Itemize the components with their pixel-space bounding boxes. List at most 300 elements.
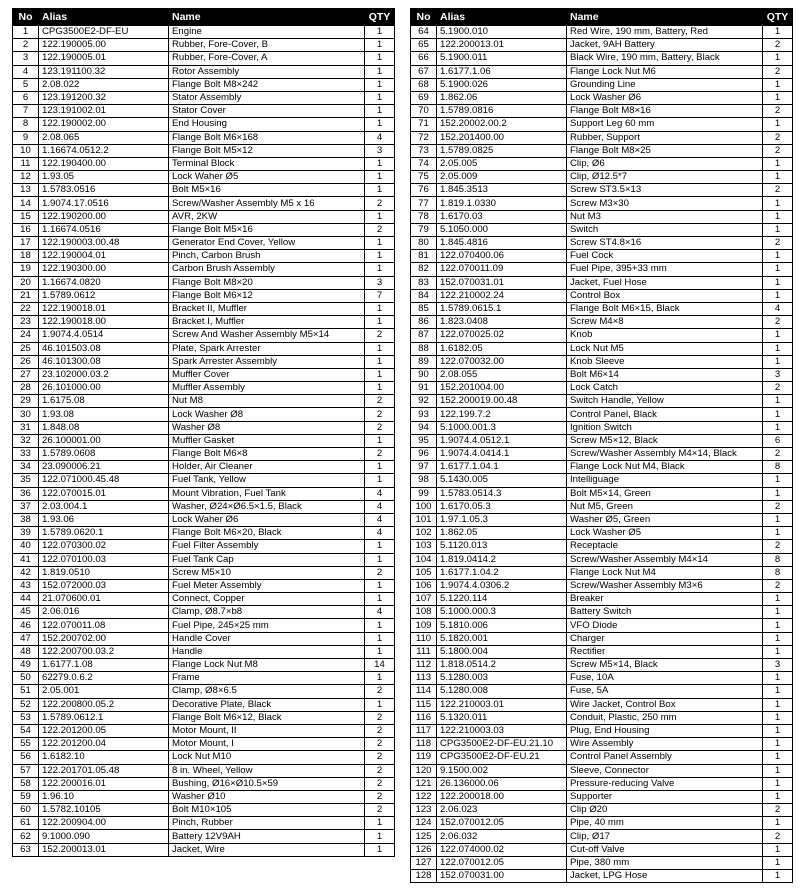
cell-qty: 3 bbox=[763, 368, 793, 381]
cell-name: Flange Lock Nut M4, Black bbox=[567, 461, 763, 474]
cell-qty: 1 bbox=[365, 118, 395, 131]
cell-no: 87 bbox=[411, 329, 437, 342]
cell-name: Bolt M5×14, Green bbox=[567, 487, 763, 500]
cell-no: 112 bbox=[411, 659, 437, 672]
cell-name: Nut M5, Green bbox=[567, 500, 763, 513]
cell-qty: 1 bbox=[763, 593, 793, 606]
cell-no: 62 bbox=[13, 830, 39, 843]
cell-name: Conduit, Plastic, 250 mm bbox=[567, 711, 763, 724]
cell-name: Plate, Spark Arrester bbox=[169, 342, 365, 355]
cell-name: Clip Ø20 bbox=[567, 804, 763, 817]
cell-alias: 1.862.06 bbox=[437, 91, 567, 104]
cell-alias: 1.6177.1.08 bbox=[39, 659, 169, 672]
cell-qty: 1 bbox=[365, 434, 395, 447]
cell-alias: 1.9074.4.0514 bbox=[39, 329, 169, 342]
cell-qty: 1 bbox=[365, 263, 395, 276]
cell-name: Plug, End Housing bbox=[567, 724, 763, 737]
cell-name: Handle bbox=[169, 645, 365, 658]
table-row bbox=[411, 606, 793, 619]
cell-alias: 2.06.032 bbox=[437, 830, 567, 843]
cell-name: Flange Bolt M8×242 bbox=[169, 78, 365, 91]
cell-no: 80 bbox=[411, 237, 437, 250]
cell-no: 86 bbox=[411, 316, 437, 329]
cell-name: Muffler Assembly bbox=[169, 382, 365, 395]
cell-name: Stator Cover bbox=[169, 105, 365, 118]
cell-qty: 6 bbox=[763, 434, 793, 447]
cell-qty: 1 bbox=[763, 685, 793, 698]
cell-no: 43 bbox=[13, 579, 39, 592]
cell-no: 22 bbox=[13, 302, 39, 315]
cell-name: Battery 12V9AH bbox=[169, 830, 365, 843]
table-row bbox=[411, 579, 793, 592]
cell-qty: 4 bbox=[365, 500, 395, 513]
table-row bbox=[411, 368, 793, 381]
cell-no: 1 bbox=[13, 26, 39, 39]
cell-name: Fuel Tank Cap bbox=[169, 553, 365, 566]
cell-qty: 4 bbox=[365, 131, 395, 144]
cell-qty: 1 bbox=[763, 738, 793, 751]
table-row bbox=[13, 118, 395, 131]
cell-alias: 5.1120.013 bbox=[437, 540, 567, 553]
cell-name: Screw ST4.8×16 bbox=[567, 237, 763, 250]
cell-alias: 122.070400.06 bbox=[437, 250, 567, 263]
table-row bbox=[13, 830, 395, 843]
cell-no: 70 bbox=[411, 105, 437, 118]
table-row bbox=[411, 52, 793, 65]
cell-qty: 2 bbox=[365, 724, 395, 737]
cell-qty: 1 bbox=[763, 250, 793, 263]
table-row bbox=[13, 197, 395, 210]
cell-qty: 1 bbox=[763, 91, 793, 104]
cell-name: Ignition Switch bbox=[567, 421, 763, 434]
table-row bbox=[411, 302, 793, 315]
table-row bbox=[411, 540, 793, 553]
cell-name: Pipe, 40 mm bbox=[567, 817, 763, 830]
cell-name: Washer, Ø24×Ø6.5×1.5, Black bbox=[169, 500, 365, 513]
table-row bbox=[13, 659, 395, 672]
cell-alias: 5.1900.010 bbox=[437, 26, 567, 39]
cell-qty: 1 bbox=[365, 105, 395, 118]
table-row bbox=[13, 65, 395, 78]
table-row bbox=[411, 421, 793, 434]
cell-no: 69 bbox=[411, 91, 437, 104]
cell-qty: 1 bbox=[365, 368, 395, 381]
cell-alias: 1.5789.0608 bbox=[39, 448, 169, 461]
cell-no: 114 bbox=[411, 685, 437, 698]
cell-no: 10 bbox=[13, 144, 39, 157]
cell-name: Muffler Gasket bbox=[169, 434, 365, 447]
cell-name: Decorative Plate, Black bbox=[169, 698, 365, 711]
table-row bbox=[13, 78, 395, 91]
cell-alias: 122.200800.05.2 bbox=[39, 698, 169, 711]
cell-no: 82 bbox=[411, 263, 437, 276]
cell-alias: 1.818.0514.2 bbox=[437, 659, 567, 672]
cell-qty: 1 bbox=[763, 210, 793, 223]
cell-alias: 1.845.3513 bbox=[437, 184, 567, 197]
cell-qty: 1 bbox=[763, 751, 793, 764]
cell-name: Clip, Ø17 bbox=[567, 830, 763, 843]
header-qty: QTY bbox=[365, 9, 395, 26]
cell-name: Lock Washer Ø8 bbox=[169, 408, 365, 421]
cell-alias: 152.070031.00 bbox=[437, 870, 567, 883]
cell-qty: 8 bbox=[763, 461, 793, 474]
table-row bbox=[411, 830, 793, 843]
cell-no: 5 bbox=[13, 78, 39, 91]
cell-qty: 4 bbox=[365, 513, 395, 526]
table-row bbox=[411, 632, 793, 645]
cell-no: 67 bbox=[411, 65, 437, 78]
cell-no: 57 bbox=[13, 764, 39, 777]
table-row bbox=[411, 78, 793, 91]
table-row bbox=[13, 131, 395, 144]
cell-qty: 1 bbox=[365, 157, 395, 170]
cell-name: Screw ST3.5×13 bbox=[567, 184, 763, 197]
cell-alias: 122.070300.02 bbox=[39, 540, 169, 553]
table-row bbox=[411, 487, 793, 500]
cell-qty: 1 bbox=[365, 250, 395, 263]
cell-no: 44 bbox=[13, 593, 39, 606]
cell-no: 101 bbox=[411, 513, 437, 526]
cell-no: 23 bbox=[13, 316, 39, 329]
cell-no: 66 bbox=[411, 52, 437, 65]
cell-name: Lock Nut M5 bbox=[567, 342, 763, 355]
cell-qty: 1 bbox=[365, 78, 395, 91]
cell-qty: 2 bbox=[763, 105, 793, 118]
cell-no: 45 bbox=[13, 606, 39, 619]
cell-name: Lock Nut M10 bbox=[169, 751, 365, 764]
cell-name: Jacket, LPG Hose bbox=[567, 870, 763, 883]
cell-qty: 1 bbox=[365, 382, 395, 395]
cell-qty: 2 bbox=[763, 184, 793, 197]
cell-alias: 1.5789.0825 bbox=[437, 144, 567, 157]
cell-alias: 2.05.009 bbox=[437, 171, 567, 184]
table-row bbox=[411, 250, 793, 263]
cell-alias: 152.200019.00.48 bbox=[437, 395, 567, 408]
table-row bbox=[411, 738, 793, 751]
cell-name: Charger bbox=[567, 632, 763, 645]
cell-no: 64 bbox=[411, 26, 437, 39]
cell-no: 36 bbox=[13, 487, 39, 500]
cell-alias: 5.1900.026 bbox=[437, 78, 567, 91]
cell-alias: 2.05.005 bbox=[437, 157, 567, 170]
cell-qty: 2 bbox=[365, 764, 395, 777]
cell-no: 17 bbox=[13, 237, 39, 250]
table-row bbox=[13, 26, 395, 39]
cell-no: 104 bbox=[411, 553, 437, 566]
cell-name: Clamp, Ø8.7×b8 bbox=[169, 606, 365, 619]
cell-no: 81 bbox=[411, 250, 437, 263]
cell-no: 42 bbox=[13, 566, 39, 579]
cell-no: 71 bbox=[411, 118, 437, 131]
table-row bbox=[13, 777, 395, 790]
table-row bbox=[411, 474, 793, 487]
cell-qty: 1 bbox=[365, 593, 395, 606]
cell-no: 41 bbox=[13, 553, 39, 566]
cell-qty: 8 bbox=[763, 566, 793, 579]
cell-qty: 1 bbox=[763, 395, 793, 408]
cell-qty: 1 bbox=[365, 698, 395, 711]
table-row bbox=[13, 764, 395, 777]
cell-no: 21 bbox=[13, 289, 39, 302]
cell-no: 68 bbox=[411, 78, 437, 91]
table-row bbox=[13, 461, 395, 474]
table-row bbox=[13, 223, 395, 236]
cell-qty: 2 bbox=[365, 223, 395, 236]
cell-no: 49 bbox=[13, 659, 39, 672]
cell-name: Flange Bolt M5×16 bbox=[169, 223, 365, 236]
cell-no: 85 bbox=[411, 302, 437, 315]
cell-qty: 1 bbox=[763, 645, 793, 658]
cell-no: 14 bbox=[13, 197, 39, 210]
cell-name: Flange Bolt M5×12 bbox=[169, 144, 365, 157]
cell-name: Flange Bolt M6×168 bbox=[169, 131, 365, 144]
cell-name: Holder, Air Cleaner bbox=[169, 461, 365, 474]
cell-no: 59 bbox=[13, 790, 39, 803]
cell-qty: 1 bbox=[763, 777, 793, 790]
cell-qty: 1 bbox=[365, 355, 395, 368]
cell-name: Muffler Cover bbox=[169, 368, 365, 381]
table-row bbox=[13, 39, 395, 52]
table-row bbox=[411, 448, 793, 461]
cell-alias: 5.1280.003 bbox=[437, 672, 567, 685]
cell-no: 108 bbox=[411, 606, 437, 619]
cell-name: Clip, Ø6 bbox=[567, 157, 763, 170]
cell-name: Rubber, Support bbox=[567, 131, 763, 144]
cell-alias: 1.6182.10 bbox=[39, 751, 169, 764]
cell-qty: 1 bbox=[365, 672, 395, 685]
cell-no: 25 bbox=[13, 342, 39, 355]
cell-alias: 1.5789.0816 bbox=[437, 105, 567, 118]
header-name: Name bbox=[169, 9, 365, 26]
cell-qty: 2 bbox=[365, 395, 395, 408]
table-row bbox=[13, 566, 395, 579]
table-row bbox=[13, 804, 395, 817]
cell-no: 28 bbox=[13, 382, 39, 395]
cell-name: Spark Arrester Assembly bbox=[169, 355, 365, 368]
cell-no: 13 bbox=[13, 184, 39, 197]
cell-qty: 4 bbox=[365, 487, 395, 500]
cell-name: Flange Bolt M6×12, Black bbox=[169, 711, 365, 724]
cell-qty: 2 bbox=[365, 777, 395, 790]
cell-alias: 122.210002.24 bbox=[437, 289, 567, 302]
cell-name: Jacket, 9AH Battery bbox=[567, 39, 763, 52]
cell-name: Generator End Cover, Yellow bbox=[169, 237, 365, 250]
cell-name: Pressure-reducing Valve bbox=[567, 777, 763, 790]
cell-qty: 2 bbox=[365, 329, 395, 342]
table-row bbox=[411, 698, 793, 711]
cell-name: Terminal Block bbox=[169, 157, 365, 170]
cell-qty: 2 bbox=[763, 382, 793, 395]
cell-name: Flange Lock Nut M4 bbox=[567, 566, 763, 579]
cell-no: 94 bbox=[411, 421, 437, 434]
cell-alias: 152.201400.00 bbox=[437, 131, 567, 144]
cell-alias: 152.20002.00.2 bbox=[437, 118, 567, 131]
cell-alias: 5.1800.004 bbox=[437, 645, 567, 658]
table-row bbox=[13, 843, 395, 856]
cell-alias: 5.1900.011 bbox=[437, 52, 567, 65]
cell-alias: 1.9074.4.0414.1 bbox=[437, 448, 567, 461]
cell-alias: 122.190005.00 bbox=[39, 39, 169, 52]
table-row bbox=[13, 316, 395, 329]
table-row bbox=[411, 870, 793, 883]
cell-name: Washer Ø5, Green bbox=[567, 513, 763, 526]
table-row bbox=[411, 197, 793, 210]
table-row bbox=[411, 566, 793, 579]
cell-qty: 1 bbox=[763, 355, 793, 368]
cell-name: Pinch, Carbon Brush bbox=[169, 250, 365, 263]
cell-no: 95 bbox=[411, 434, 437, 447]
cell-name: Flange Bolt M6×8 bbox=[169, 448, 365, 461]
cell-no: 54 bbox=[13, 724, 39, 737]
table-row bbox=[411, 91, 793, 104]
cell-name: Bushing, Ø16×Ø10.5×59 bbox=[169, 777, 365, 790]
table-row bbox=[13, 276, 395, 289]
cell-qty: 2 bbox=[763, 500, 793, 513]
cell-alias: 1.9074.17.0516 bbox=[39, 197, 169, 210]
cell-name: Rotor Assembly bbox=[169, 65, 365, 78]
cell-no: 24 bbox=[13, 329, 39, 342]
cell-alias: 122.070032.00 bbox=[437, 355, 567, 368]
cell-alias: 5.1220.114 bbox=[437, 593, 567, 606]
cell-alias: 1.5782.10105 bbox=[39, 804, 169, 817]
cell-no: 100 bbox=[411, 500, 437, 513]
cell-no: 37 bbox=[13, 500, 39, 513]
cell-alias: 122.200904.00 bbox=[39, 817, 169, 830]
cell-alias: 122.199.7.2 bbox=[437, 408, 567, 421]
cell-name: Lock Washer Ø6 bbox=[567, 91, 763, 104]
cell-qty: 1 bbox=[365, 619, 395, 632]
cell-no: 39 bbox=[13, 527, 39, 540]
cell-alias: 2.05.001 bbox=[39, 685, 169, 698]
table-row bbox=[411, 329, 793, 342]
cell-no: 105 bbox=[411, 566, 437, 579]
cell-name: Fuel Cock bbox=[567, 250, 763, 263]
cell-qty: 2 bbox=[365, 408, 395, 421]
cell-qty: 1 bbox=[763, 870, 793, 883]
table-row bbox=[411, 645, 793, 658]
cell-qty: 2 bbox=[763, 830, 793, 843]
cell-qty: 1 bbox=[365, 65, 395, 78]
cell-name: Fuel Pipe, 245×25 mm bbox=[169, 619, 365, 632]
table-row bbox=[411, 790, 793, 803]
cell-name: Bracket I, Muffler bbox=[169, 316, 365, 329]
cell-alias: 122.190300.00 bbox=[39, 263, 169, 276]
cell-qty: 1 bbox=[763, 329, 793, 342]
table-row bbox=[411, 223, 793, 236]
cell-no: 83 bbox=[411, 276, 437, 289]
cell-qty: 2 bbox=[365, 790, 395, 803]
cell-alias: 23.102000.03.2 bbox=[39, 368, 169, 381]
cell-no: 126 bbox=[411, 843, 437, 856]
cell-alias: 2.06.016 bbox=[39, 606, 169, 619]
cell-name: Screw M5×14, Black bbox=[567, 659, 763, 672]
cell-qty: 1 bbox=[365, 843, 395, 856]
cell-qty: 4 bbox=[763, 302, 793, 315]
table-row bbox=[13, 527, 395, 540]
cell-no: 76 bbox=[411, 184, 437, 197]
cell-no: 127 bbox=[411, 856, 437, 869]
cell-qty: 1 bbox=[763, 619, 793, 632]
cell-alias: 1.862.05 bbox=[437, 527, 567, 540]
table-row bbox=[411, 65, 793, 78]
cell-name: Breaker bbox=[567, 593, 763, 606]
cell-qty: 1 bbox=[763, 606, 793, 619]
cell-no: 35 bbox=[13, 474, 39, 487]
cell-no: 2 bbox=[13, 39, 39, 52]
cell-alias: 1.819.0414.2 bbox=[437, 553, 567, 566]
table-row bbox=[411, 263, 793, 276]
cell-no: 52 bbox=[13, 698, 39, 711]
cell-qty: 2 bbox=[763, 804, 793, 817]
cell-no: 118 bbox=[411, 738, 437, 751]
cell-alias: 1.5789.0615.1 bbox=[437, 302, 567, 315]
cell-qty: 1 bbox=[763, 856, 793, 869]
cell-qty: 1 bbox=[763, 26, 793, 39]
table-row bbox=[411, 672, 793, 685]
cell-name: Bolt M6×14 bbox=[567, 368, 763, 381]
cell-name: Flange Bolt M6×20, Black bbox=[169, 527, 365, 540]
cell-alias: 1.6175.08 bbox=[39, 395, 169, 408]
cell-alias: 1.6170.03 bbox=[437, 210, 567, 223]
cell-alias: 1.96.10 bbox=[39, 790, 169, 803]
cell-name: Lock Waher Ø6 bbox=[169, 513, 365, 526]
header-no: No bbox=[13, 9, 39, 26]
cell-no: 18 bbox=[13, 250, 39, 263]
cell-qty: 1 bbox=[365, 342, 395, 355]
cell-alias: 9.1000.090 bbox=[39, 830, 169, 843]
table-row bbox=[13, 395, 395, 408]
cell-alias: 5.1000.001.3 bbox=[437, 421, 567, 434]
cell-no: 91 bbox=[411, 382, 437, 395]
cell-alias: 5.1000.000.3 bbox=[437, 606, 567, 619]
cell-no: 72 bbox=[411, 131, 437, 144]
cell-name: Pipe, 380 mm bbox=[567, 856, 763, 869]
cell-no: 78 bbox=[411, 210, 437, 223]
cell-no: 46 bbox=[13, 619, 39, 632]
cell-no: 73 bbox=[411, 144, 437, 157]
cell-qty: 2 bbox=[365, 685, 395, 698]
cell-qty: 2 bbox=[763, 579, 793, 592]
cell-name: Control Panel Assembly bbox=[567, 751, 763, 764]
cell-qty: 2 bbox=[365, 751, 395, 764]
table-row bbox=[13, 289, 395, 302]
table-row bbox=[13, 632, 395, 645]
table-row bbox=[411, 461, 793, 474]
cell-alias: 1.16674.0820 bbox=[39, 276, 169, 289]
cell-qty: 1 bbox=[365, 540, 395, 553]
cell-qty: 2 bbox=[763, 39, 793, 52]
cell-no: 34 bbox=[13, 461, 39, 474]
table-row bbox=[13, 738, 395, 751]
cell-name: Cut-off Valve bbox=[567, 843, 763, 856]
cell-name: Fuel Pipe, 395+33 mm bbox=[567, 263, 763, 276]
cell-alias: 23.090006.21 bbox=[39, 461, 169, 474]
table-row bbox=[13, 487, 395, 500]
table-row bbox=[411, 724, 793, 737]
cell-alias: 1.6177.1.04.1 bbox=[437, 461, 567, 474]
cell-alias: 122.200018.00 bbox=[437, 790, 567, 803]
cell-qty: 14 bbox=[365, 659, 395, 672]
cell-alias: 123.191100.32 bbox=[39, 65, 169, 78]
cell-no: 102 bbox=[411, 527, 437, 540]
cell-alias: 122.210003.01 bbox=[437, 698, 567, 711]
cell-alias: 122.070015.01 bbox=[39, 487, 169, 500]
cell-name: Rectifier bbox=[567, 645, 763, 658]
table-row bbox=[13, 237, 395, 250]
cell-name: Supporter bbox=[567, 790, 763, 803]
cell-name: Switch Handle, Yellow bbox=[567, 395, 763, 408]
cell-alias: 122.190400.00 bbox=[39, 157, 169, 170]
